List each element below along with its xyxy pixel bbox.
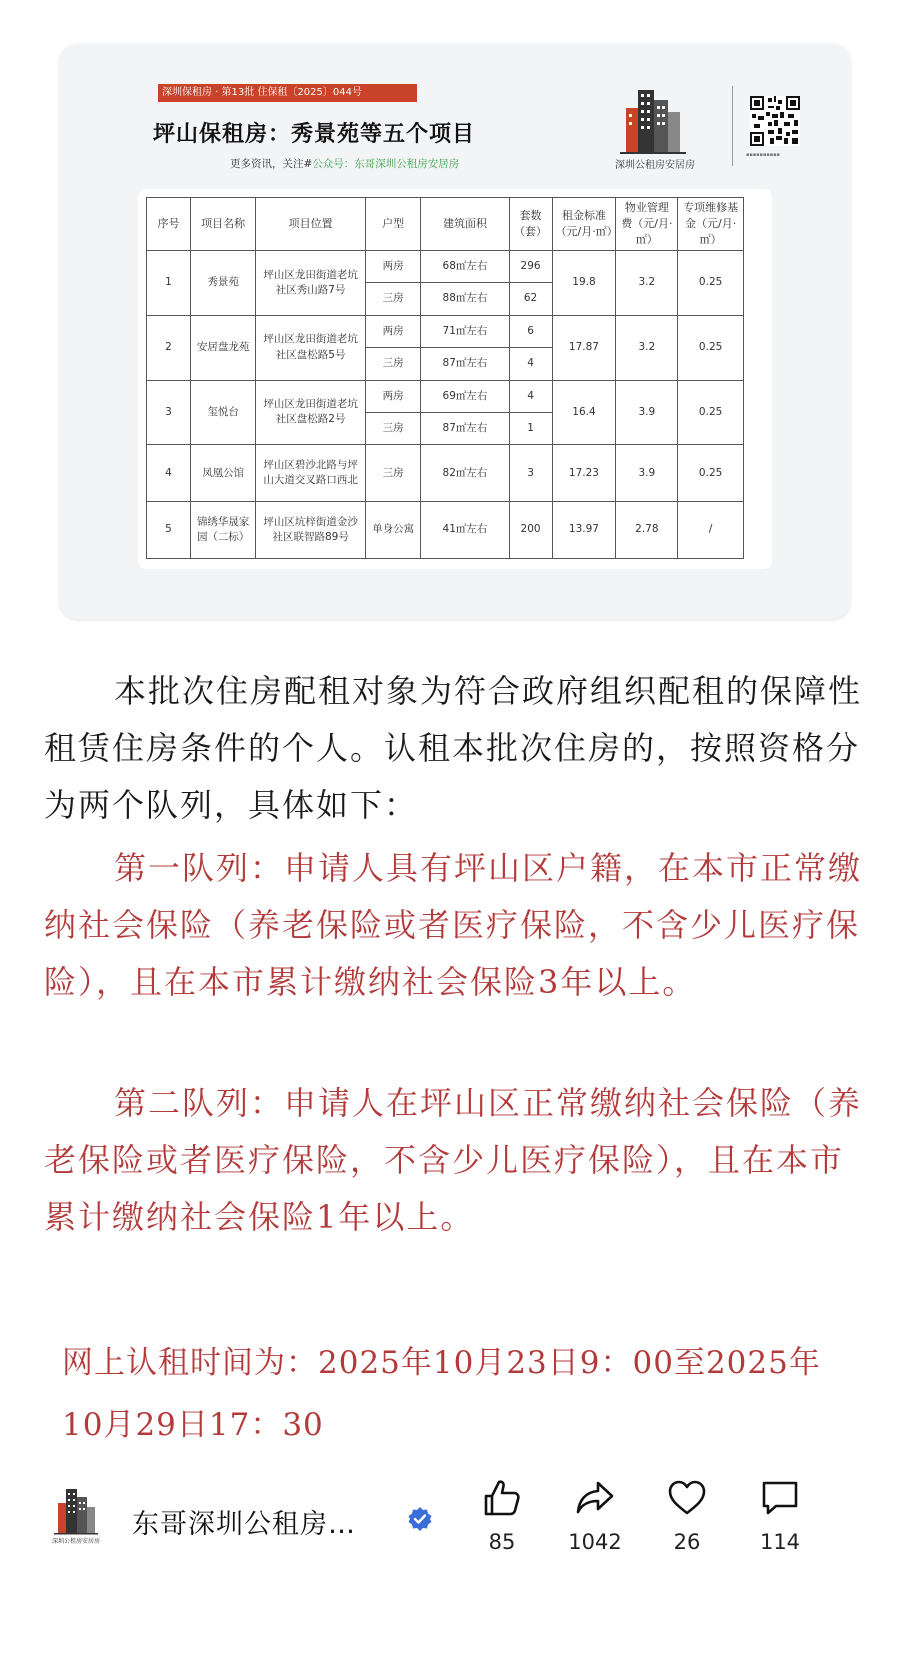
subtitle-link: 公众号：东哥深圳公租房安居房 xyxy=(312,158,460,170)
comment-bubble-icon xyxy=(758,1476,802,1520)
favorite-button[interactable] xyxy=(652,1476,722,1554)
cell-location: 坪山区龙田街道老坑社区盘松路5号 xyxy=(256,315,365,380)
cell-count: 6 xyxy=(509,315,552,347)
table-row xyxy=(147,445,744,502)
article-paragraph-queue-2 xyxy=(44,1075,864,1246)
table-row xyxy=(147,250,744,282)
cell-area: 71㎡左右 xyxy=(421,315,509,347)
avatar[interactable] xyxy=(48,1485,104,1547)
table-header-row xyxy=(147,198,744,251)
verified-badge-icon xyxy=(407,1506,433,1532)
logo-caption: 深圳公租房安居房 xyxy=(615,160,695,171)
cell-name: 安居盘龙苑 xyxy=(190,315,255,380)
building-logo-icon xyxy=(600,82,710,156)
cell-location: 坪山区龙田街道老坑社区秀山路7号 xyxy=(256,250,365,315)
header-cell: 序号 xyxy=(147,198,191,251)
cell-type: 三房 xyxy=(365,283,420,315)
cell-fund: 0.25 xyxy=(678,315,744,380)
table-row xyxy=(147,315,744,347)
cell-fund: 0.25 xyxy=(678,380,744,445)
share-button[interactable] xyxy=(560,1476,630,1554)
like-button[interactable] xyxy=(467,1476,537,1554)
cell-no: 5 xyxy=(147,502,191,559)
card-subtitle xyxy=(230,156,459,171)
cell-count: 200 xyxy=(509,502,552,559)
cell-type: 两房 xyxy=(365,380,420,412)
cell-type: 两房 xyxy=(365,315,420,347)
paragraph-text: 第一队列：申请人具有坪山区户籍，在本市正常缴纳社会保险（养老保险或者医疗保险，不含少儿医疗保险），且在本市累计缴纳社会保险3年以上。 xyxy=(44,849,863,1001)
paragraph-text: 第二队列：申请人在坪山区正常缴纳社会保险（养老保险或者医疗保险，不含少儿医疗保险），且在本市累计缴纳社会保险1年以上。 xyxy=(44,1084,863,1236)
favorite-count: 26 xyxy=(673,1530,701,1554)
header-cell: 租金标准（元/月·㎡） xyxy=(552,198,616,251)
thumbs-up-icon xyxy=(480,1476,524,1520)
cell-location: 坪山区碧沙北路与坪山大道交叉路口西北 xyxy=(256,445,365,502)
cell-area: 82㎡左右 xyxy=(421,445,509,502)
qr-code-icon xyxy=(750,96,800,146)
cell-count: 62 xyxy=(509,283,552,315)
header-cell: 物业管理费（元/月·㎡） xyxy=(616,198,678,251)
cell-rent: 16.4 xyxy=(552,380,616,445)
cell-area: 87㎡左右 xyxy=(421,348,509,380)
paragraph-text: 本批次住房配租对象为符合政府组织配租的保障性租赁住房条件的个人。认租本批次住房的，按照资格分为两个队列，具体如下： xyxy=(44,672,863,824)
bottom-action-bar xyxy=(0,1470,902,1656)
cell-count: 3 xyxy=(509,445,552,502)
rent-table-container xyxy=(138,189,772,569)
table-row xyxy=(147,380,744,412)
author-avatar-icon xyxy=(48,1485,104,1547)
cell-fee: 3.2 xyxy=(616,315,678,380)
cell-name: 锦绣华晟家园（二标） xyxy=(190,502,255,559)
cell-type: 三房 xyxy=(365,412,420,444)
embedded-image-card[interactable] xyxy=(60,44,850,619)
cell-name: 秀景苑 xyxy=(190,250,255,315)
building-logo xyxy=(600,82,710,172)
cell-name: 玺悦台 xyxy=(190,380,255,445)
cell-fund: 0.25 xyxy=(678,445,744,502)
cell-no: 2 xyxy=(147,315,191,380)
header-cell: 项目名称 xyxy=(190,198,255,251)
application-time: 网上认租时间为：2025年10月23日9：00至2025年10月29日17：30 xyxy=(62,1345,821,1443)
cell-type: 三房 xyxy=(365,445,420,502)
like-count: 85 xyxy=(488,1530,516,1554)
article-paragraph-intro xyxy=(44,663,864,834)
cell-rent: 13.97 xyxy=(552,502,616,559)
cell-fee: 3.2 xyxy=(616,250,678,315)
table-row xyxy=(147,502,744,559)
cell-type: 两房 xyxy=(365,250,420,282)
cell-name: 凤凰公馆 xyxy=(190,445,255,502)
cell-location: 坪山区龙田街道老坑社区盘松路2号 xyxy=(256,380,365,445)
cell-type: 单身公寓 xyxy=(365,502,420,559)
share-count: 1042 xyxy=(568,1530,622,1554)
cell-count: 1 xyxy=(509,412,552,444)
subtitle-prefix: 更多资讯，关注# xyxy=(230,158,313,170)
cell-count: 4 xyxy=(509,380,552,412)
cell-fund: 0.25 xyxy=(678,250,744,315)
article-paragraph-queue-1 xyxy=(44,840,864,1011)
cell-area: 41㎡左右 xyxy=(421,502,509,559)
cell-location: 坪山区坑梓街道金沙社区联智路89号 xyxy=(256,502,365,559)
cell-type: 三房 xyxy=(365,348,420,380)
cell-rent: 19.8 xyxy=(552,250,616,315)
author-name[interactable]: 东哥深圳公租房… xyxy=(132,1509,356,1540)
header-cell: 户型 xyxy=(365,198,420,251)
cell-area: 68㎡左右 xyxy=(421,250,509,282)
cell-fee: 3.9 xyxy=(616,380,678,445)
cell-count: 4 xyxy=(509,348,552,380)
comment-count: 114 xyxy=(759,1530,801,1554)
rent-table xyxy=(146,197,744,559)
cell-rent: 17.87 xyxy=(552,315,616,380)
header-cell: 套数（套） xyxy=(509,198,552,251)
cell-area: 87㎡左右 xyxy=(421,412,509,444)
header-divider xyxy=(732,86,733,166)
card-title: 坪山保租房：秀景苑等五个项目 xyxy=(153,122,476,147)
header-cell: 建筑面积 xyxy=(421,198,509,251)
heart-icon xyxy=(665,1476,709,1520)
header-cell: 专项维修基金（元/月·㎡） xyxy=(678,198,744,251)
cell-rent: 17.23 xyxy=(552,445,616,502)
avatar-caption: 深圳公租房安居房 xyxy=(51,1538,101,1545)
cell-fund: / xyxy=(678,502,744,559)
notice-banner: 深圳保租房 · 第13批 住保租〔2025〕044号 xyxy=(158,84,417,102)
cell-count: 296 xyxy=(509,250,552,282)
share-arrow-icon xyxy=(573,1476,617,1520)
comment-button[interactable] xyxy=(745,1476,815,1554)
cell-area: 88㎡左右 xyxy=(421,283,509,315)
cell-no: 4 xyxy=(147,445,191,502)
cell-no: 3 xyxy=(147,380,191,445)
header-cell: 项目位置 xyxy=(256,198,365,251)
cell-fee: 3.9 xyxy=(616,445,678,502)
cell-area: 69㎡左右 xyxy=(421,380,509,412)
qr-caption: ▪▪▪▪▪▪▪▪▪▪ xyxy=(746,152,780,158)
cell-fee: 2.78 xyxy=(616,502,678,559)
cell-no: 1 xyxy=(147,250,191,315)
